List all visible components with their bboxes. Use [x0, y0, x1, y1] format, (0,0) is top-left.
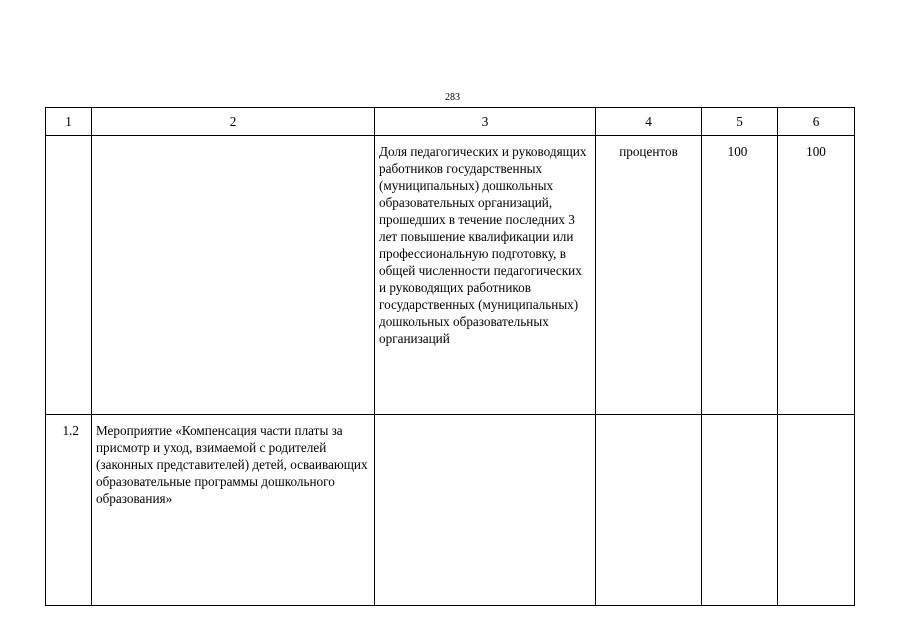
table-row — [46, 415, 855, 606]
value-cell-6 — [778, 415, 855, 606]
header-cell-5: 5 — [702, 108, 778, 136]
row-number-cell — [46, 136, 92, 415]
header-cell-6: 6 — [778, 108, 855, 136]
measure-cell: Мероприятие «Компенсация части платы за присмотр и уход, взимаемой с родителей (законных представителей) детей, осваивающих образовательные программы дошкольного образования» — [92, 415, 375, 606]
value-cell-5: 100 — [702, 136, 778, 415]
row-number-cell: 1.2 — [46, 415, 92, 606]
value-cell-6: 100 — [778, 136, 855, 415]
indicators-table — [45, 107, 855, 606]
measure-cell — [92, 136, 375, 415]
unit-cell: процентов — [596, 136, 702, 415]
unit-cell — [596, 415, 702, 606]
header-cell-2: 2 — [92, 108, 375, 136]
value-cell-5 — [702, 415, 778, 606]
table-row — [46, 136, 855, 415]
table-header-row — [46, 108, 855, 136]
header-cell-4: 4 — [596, 108, 702, 136]
indicator-name-cell — [375, 415, 596, 606]
header-cell-1: 1 — [46, 108, 92, 136]
header-cell-3: 3 — [375, 108, 596, 136]
page-number: 283 — [445, 92, 460, 103]
indicator-name-cell: Доля педагогических и руководящих работников государственных (муниципальных) дошкольных образовательных организаций, прошедших в течение последних 3 лет повышение квалификации или профессиональную подготовку, в общей численности педагогических и руководящих работников государственных (муниципальных) дошкольных образовательных организаций — [375, 136, 596, 415]
